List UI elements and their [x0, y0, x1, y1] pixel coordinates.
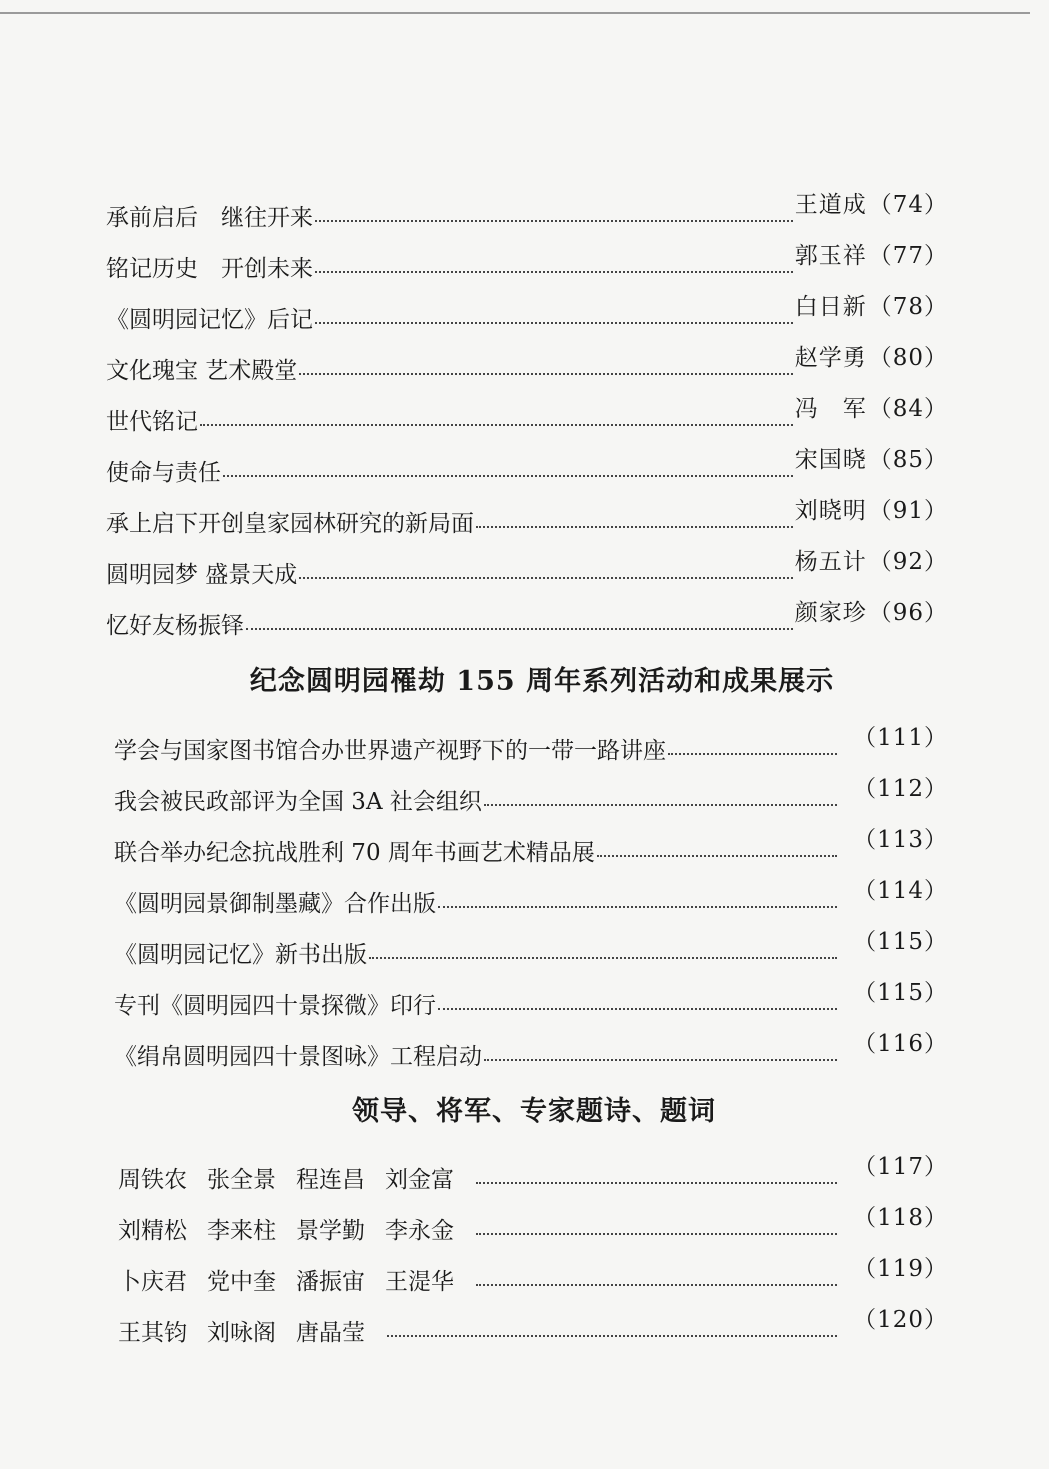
entry-author: 赵学勇 — [794, 345, 867, 371]
entry-page-number: （111） — [853, 725, 948, 751]
entry-page-number: （115） — [853, 980, 948, 1006]
dot-leader — [476, 1182, 837, 1184]
entry-author: 白日新 — [794, 294, 867, 320]
inscriber-name: 刘金富 — [385, 1167, 454, 1193]
toc-entry[interactable] — [118, 1300, 948, 1351]
entry-page-number: （85） — [868, 447, 948, 473]
dot-leader — [387, 1335, 837, 1337]
entry-page-number: （80） — [868, 345, 948, 371]
inscriber-name: 王其钧 — [118, 1320, 187, 1346]
inscriber-name: 李来柱 — [207, 1218, 276, 1244]
inscriber-name: 景学勤 — [296, 1218, 365, 1244]
dot-leader — [476, 1284, 837, 1286]
entry-author: 刘晓明 — [794, 498, 867, 524]
entry-title: 世代铭记 — [106, 409, 198, 435]
entry-page-number: （120） — [853, 1307, 948, 1333]
entry-page-number: （84） — [868, 396, 948, 422]
dot-leader — [200, 424, 793, 426]
inscriber-name: 卜庆君 — [118, 1269, 187, 1295]
entry-page-number: （92） — [868, 549, 948, 575]
entry-title: 学会与国家图书馆合办世界遗产视野下的一带一路讲座 — [114, 738, 666, 764]
section-heading-anniversary: 纪念圆明园罹劫 155 周年系列活动和成果展示 — [249, 666, 835, 697]
toc-entry[interactable] — [114, 820, 948, 871]
dot-leader — [476, 526, 793, 528]
toc-entry[interactable] — [106, 491, 948, 542]
entry-title: 联合举办纪念抗战胜利 70 周年书画艺术精品展 — [114, 840, 595, 866]
toc-entry[interactable] — [114, 871, 948, 922]
toc-section-activities — [106, 718, 948, 1075]
entry-page-number: （74） — [868, 192, 948, 218]
entry-title: 我会被民政部评为全国 3A 社会组织 — [114, 789, 482, 815]
entry-author: 颜家珍 — [794, 600, 867, 626]
dot-leader — [438, 906, 837, 908]
dot-leader — [484, 1059, 837, 1061]
toc-entry[interactable] — [114, 718, 948, 769]
toc-entry[interactable] — [106, 593, 948, 644]
dot-leader — [299, 373, 792, 375]
entry-page-number: （96） — [868, 600, 948, 626]
dot-leader — [315, 322, 793, 324]
dot-leader — [484, 804, 837, 806]
entry-page-number: （113） — [853, 827, 948, 853]
toc-entry[interactable] — [106, 236, 948, 287]
toc-entry[interactable] — [118, 1249, 948, 1300]
dot-leader — [315, 271, 793, 273]
entry-author: 冯 军 — [794, 396, 867, 422]
dot-leader — [299, 577, 792, 579]
toc-entry[interactable] — [118, 1147, 948, 1198]
dot-leader — [438, 1008, 837, 1010]
toc-entry[interactable] — [114, 922, 948, 973]
entry-title: 承前启后 继往开来 — [106, 205, 313, 231]
entry-title: 《绢帛圆明园四十景图咏》工程启动 — [114, 1044, 482, 1070]
toc-entry[interactable] — [118, 1198, 948, 1249]
entry-page-number: （77） — [868, 243, 948, 269]
entry-page-number: （118） — [853, 1205, 948, 1231]
entry-page-number: （115） — [853, 929, 948, 955]
toc-section-articles — [106, 185, 948, 644]
entry-page-number: （114） — [853, 878, 948, 904]
toc-entry[interactable] — [106, 287, 948, 338]
toc-section-inscriptions — [106, 1147, 948, 1351]
entry-author: 郭玉祥 — [794, 243, 867, 269]
toc-entry[interactable] — [106, 185, 948, 236]
entry-author: 王道成 — [794, 192, 867, 218]
entry-page-number: （116） — [853, 1031, 948, 1057]
inscriber-name: 刘精松 — [118, 1218, 187, 1244]
toc-entry[interactable] — [114, 1024, 948, 1075]
dot-leader — [223, 475, 793, 477]
entry-page-number: （112） — [853, 776, 948, 802]
entry-title: 使命与责任 — [106, 460, 221, 486]
entry-title: 圆明园梦 盛景天成 — [106, 562, 298, 588]
entry-page-number: （117） — [853, 1154, 948, 1180]
inscriber-name: 刘咏阁 — [207, 1320, 276, 1346]
inscriber-name: 程连昌 — [296, 1167, 365, 1193]
entry-title: 《圆明园记忆》新书出版 — [114, 942, 367, 968]
entry-title: 忆好友杨振铎 — [106, 613, 244, 639]
toc-entry[interactable] — [114, 973, 948, 1024]
dot-leader — [476, 1233, 837, 1235]
dot-leader — [597, 855, 837, 857]
inscriber-name: 周铁农 — [118, 1167, 187, 1193]
dot-leader — [668, 753, 837, 755]
entry-title: 铭记历史 开创未来 — [106, 256, 313, 282]
dot-leader — [315, 220, 793, 222]
entry-page-number: （78） — [868, 294, 948, 320]
entry-title: 《圆明园景御制墨藏》合作出版 — [114, 891, 436, 917]
entry-page-number: （119） — [853, 1256, 948, 1282]
entry-title: 专刊《圆明园四十景探微》印行 — [114, 993, 436, 1019]
entry-title: 《圆明园记忆》后记 — [106, 307, 313, 333]
toc-entry[interactable] — [106, 389, 948, 440]
entry-author: 宋国晓 — [794, 447, 867, 473]
inscriber-name: 张全景 — [207, 1167, 276, 1193]
inscriber-name: 党中奎 — [207, 1269, 276, 1295]
inscriber-name: 王湜华 — [385, 1269, 454, 1295]
toc-entry[interactable] — [114, 769, 948, 820]
entry-page-number: （91） — [868, 498, 948, 524]
inscriber-name: 唐晶莹 — [296, 1320, 365, 1346]
toc-entry[interactable] — [106, 542, 948, 593]
toc-entry[interactable] — [106, 440, 948, 491]
entry-author: 杨五计 — [794, 549, 867, 575]
toc-entry[interactable] — [106, 338, 948, 389]
inscriber-name: 李永金 — [385, 1218, 454, 1244]
section-heading-inscriptions: 领导、将军、专家题诗、题词 — [352, 1096, 716, 1127]
page-top-rule — [0, 12, 1030, 14]
dot-leader — [246, 628, 793, 630]
entry-title: 承上启下开创皇家园林研究的新局面 — [106, 511, 474, 537]
table-of-contents — [106, 185, 948, 1351]
inscriber-name: 潘振宙 — [296, 1269, 365, 1295]
entry-title: 文化瑰宝 艺术殿堂 — [106, 358, 298, 384]
dot-leader — [369, 957, 837, 959]
